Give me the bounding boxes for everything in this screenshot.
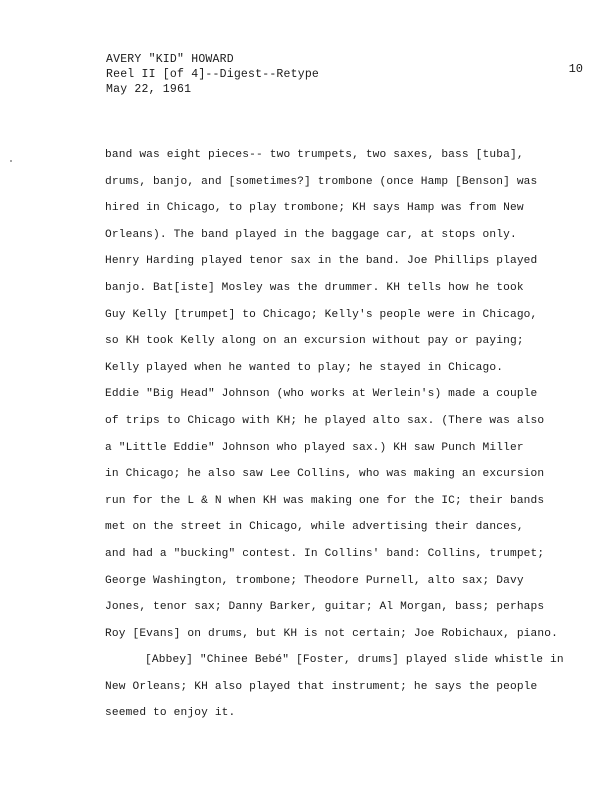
text-line: in Chicago; he also saw Lee Collins, who was making an excursion — [105, 468, 545, 481]
interviewee-name: AVERY "KID" HOWARD — [106, 53, 234, 66]
text-line: [Abbey] "Chinee Bebé" [Foster, drums] played slide whistle in — [145, 654, 564, 667]
text-line: of trips to Chicago with KH; he played alto sax. (There was also — [105, 414, 545, 427]
text-line: run for the L & N when KH was making one for the IC; their bands — [105, 494, 545, 507]
text-line: Henry Harding played tenor sax in the band. Joe Phillips played — [105, 255, 538, 268]
scan-speck — [10, 160, 12, 162]
text-line: a "Little Eddie" Johnson who played sax.) KH saw Punch Miller — [105, 441, 524, 454]
text-line: Guy Kelly [trumpet] to Chicago; Kelly's people were in Chicago, — [105, 308, 538, 321]
text-line: so KH took Kelly along on an excursion without pay or paying; — [105, 335, 524, 348]
interview-date: May 22, 1961 — [106, 83, 192, 96]
text-line: band was eight pieces-- two trumpets, two saxes, bass [tuba], — [105, 149, 524, 161]
text-line: Kelly played when he wanted to play; he stayed in Chicago. — [105, 361, 504, 374]
text-line: drums, banjo, and [sometimes?] trombone (once Hamp [Benson] was — [105, 175, 538, 188]
text-line: hired in Chicago, to play trombone; KH says Hamp was from New — [105, 202, 524, 215]
page-number: 10 — [568, 62, 583, 76]
reel-info: Reel II [of 4]--Digest--Retype — [106, 68, 320, 81]
document-header — [106, 52, 319, 97]
transcript-body — [105, 142, 585, 727]
text-line: George Washington, trombone; Theodore Purnell, alto sax; Davy — [105, 574, 524, 587]
text-line: and had a "bucking" contest. In Collins' band: Collins, trumpet; — [105, 547, 545, 560]
text-line: Orleans). The band played in the baggage car, at stops only. — [105, 228, 517, 241]
text-line: Roy [Evans] on drums, but KH is not certain; Joe Robichaux, piano. — [105, 627, 558, 640]
text-line: New Orleans; KH also played that instrument; he says the people — [105, 680, 538, 693]
text-line: Jones, tenor sax; Danny Barker, guitar; Al Morgan, bass; perhaps — [105, 601, 545, 614]
text-line: banjo. Bat[iste] Mosley was the drummer. KH tells how he took — [105, 281, 524, 294]
text-line: Eddie "Big Head" Johnson (who works at Werlein's) made a couple — [105, 388, 538, 401]
text-line: met on the street in Chicago, while advertising their dances, — [105, 521, 524, 534]
text-line: seemed to enjoy it. — [105, 707, 236, 720]
